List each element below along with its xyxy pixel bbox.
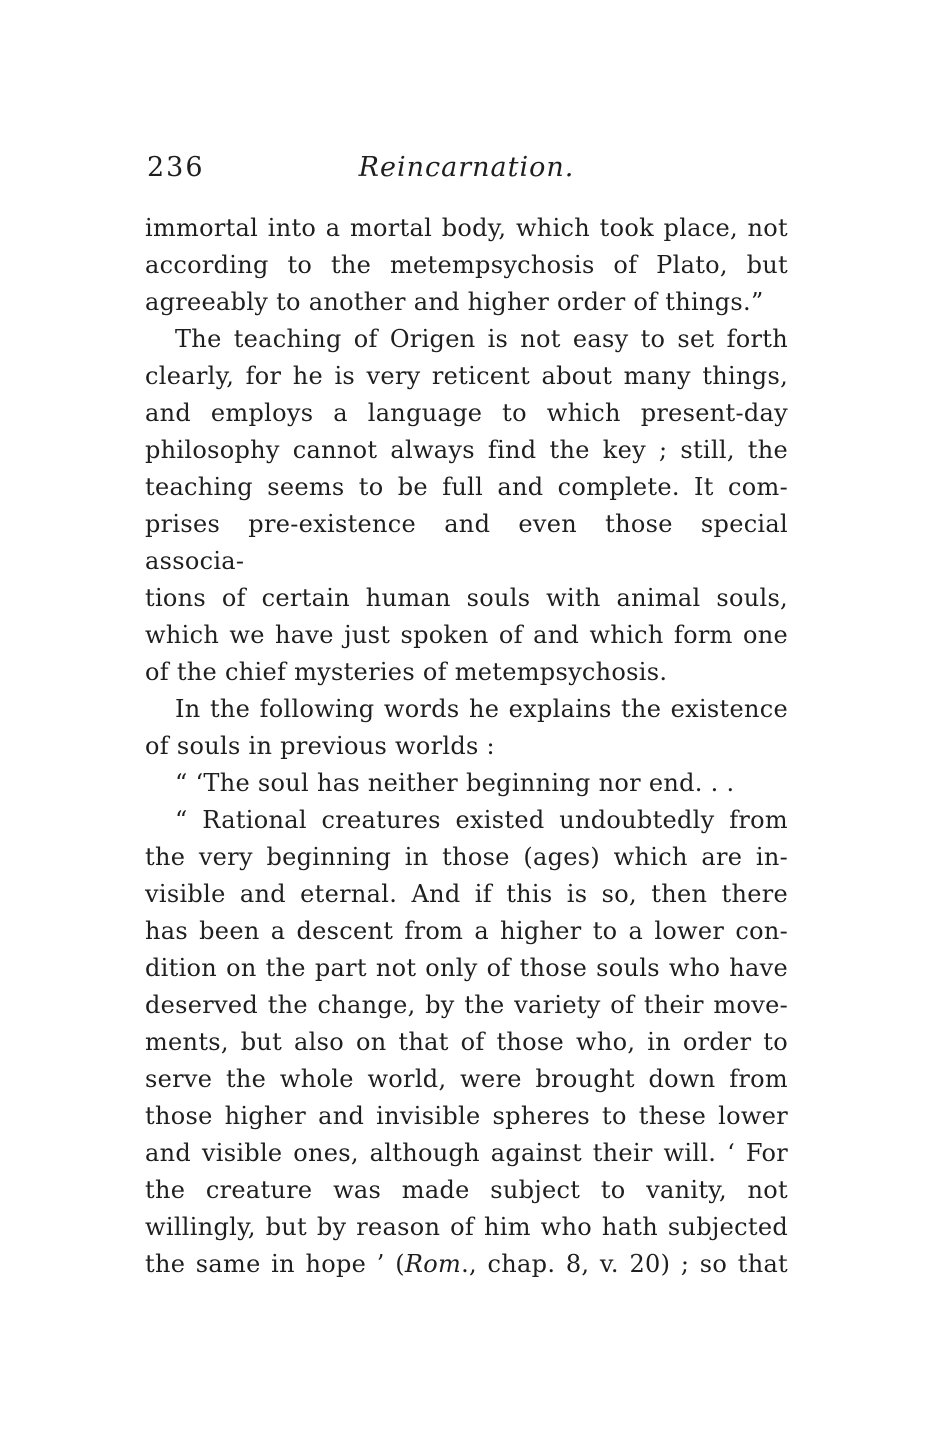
text-line: which we have just spoken of and which form one (145, 621, 788, 649)
text-line: the very beginning in those (ages) which are in- (145, 843, 788, 871)
text-line: immortal into a mortal body, which took place, not (145, 214, 788, 242)
text-line: agreeably to another and higher order of things.” (145, 288, 764, 316)
citation-post: ., chap. 8, v. 20) ; so that (461, 1250, 788, 1278)
citation-pre: the same in hope ’ ( (145, 1250, 405, 1278)
paragraph (145, 765, 788, 802)
text-line: visible and eternal. And if this is so, then there (145, 880, 788, 908)
text-line: prises pre-existence and even those special associa- (145, 510, 788, 575)
text-line-citation (145, 1246, 788, 1283)
text-line: The teaching of Origen is not easy to set forth (175, 325, 788, 353)
paragraph (145, 802, 788, 1283)
running-head: Reincarnation. (358, 152, 575, 183)
text-line: tions of certain human souls with animal souls, (145, 584, 788, 612)
text-line: willingly, but by reason of him who hath subjected (145, 1213, 788, 1241)
text-line: philosophy cannot always find the key ; still, the (145, 436, 788, 464)
paragraph (145, 691, 788, 765)
citation-italic: Rom (404, 1250, 462, 1278)
text-line: “ Rational creatures existed undoubtedly from (175, 806, 788, 834)
text-line: ments, but also on that of those who, in order to (145, 1028, 788, 1056)
text-line: those higher and invisible spheres to these lower (145, 1102, 788, 1130)
page-number: 236 (147, 152, 205, 183)
text-line: serve the whole world, were brought down from (145, 1065, 788, 1093)
text-line: dition on the part not only of those souls who have (145, 954, 788, 982)
text-line: and visible ones, although against their will. ‘ For (145, 1139, 788, 1167)
text-line: of the chief mysteries of metempsychosis. (145, 658, 668, 686)
text-line: “ ‘The soul has neither beginning nor end. . . (175, 769, 735, 797)
page-header (145, 152, 788, 186)
text-line: clearly, for he is very reticent about many things, (145, 362, 788, 390)
paragraph (145, 210, 788, 321)
paragraph (145, 321, 788, 691)
page-body (145, 210, 788, 1283)
text-line: has been a descent from a higher to a lower con- (145, 917, 788, 945)
text-line: In the following words he explains the existence (175, 695, 788, 723)
text-line: of souls in previous worlds : (145, 732, 495, 760)
text-line: deserved the change, by the variety of their move- (145, 991, 788, 1019)
text-line: according to the metempsychosis of Plato, but (145, 251, 788, 279)
text-line: the creature was made subject to vanity, not (145, 1176, 788, 1204)
text-line: and employs a language to which present-day (145, 399, 788, 427)
text-line: teaching seems to be full and complete. It com- (145, 473, 788, 501)
